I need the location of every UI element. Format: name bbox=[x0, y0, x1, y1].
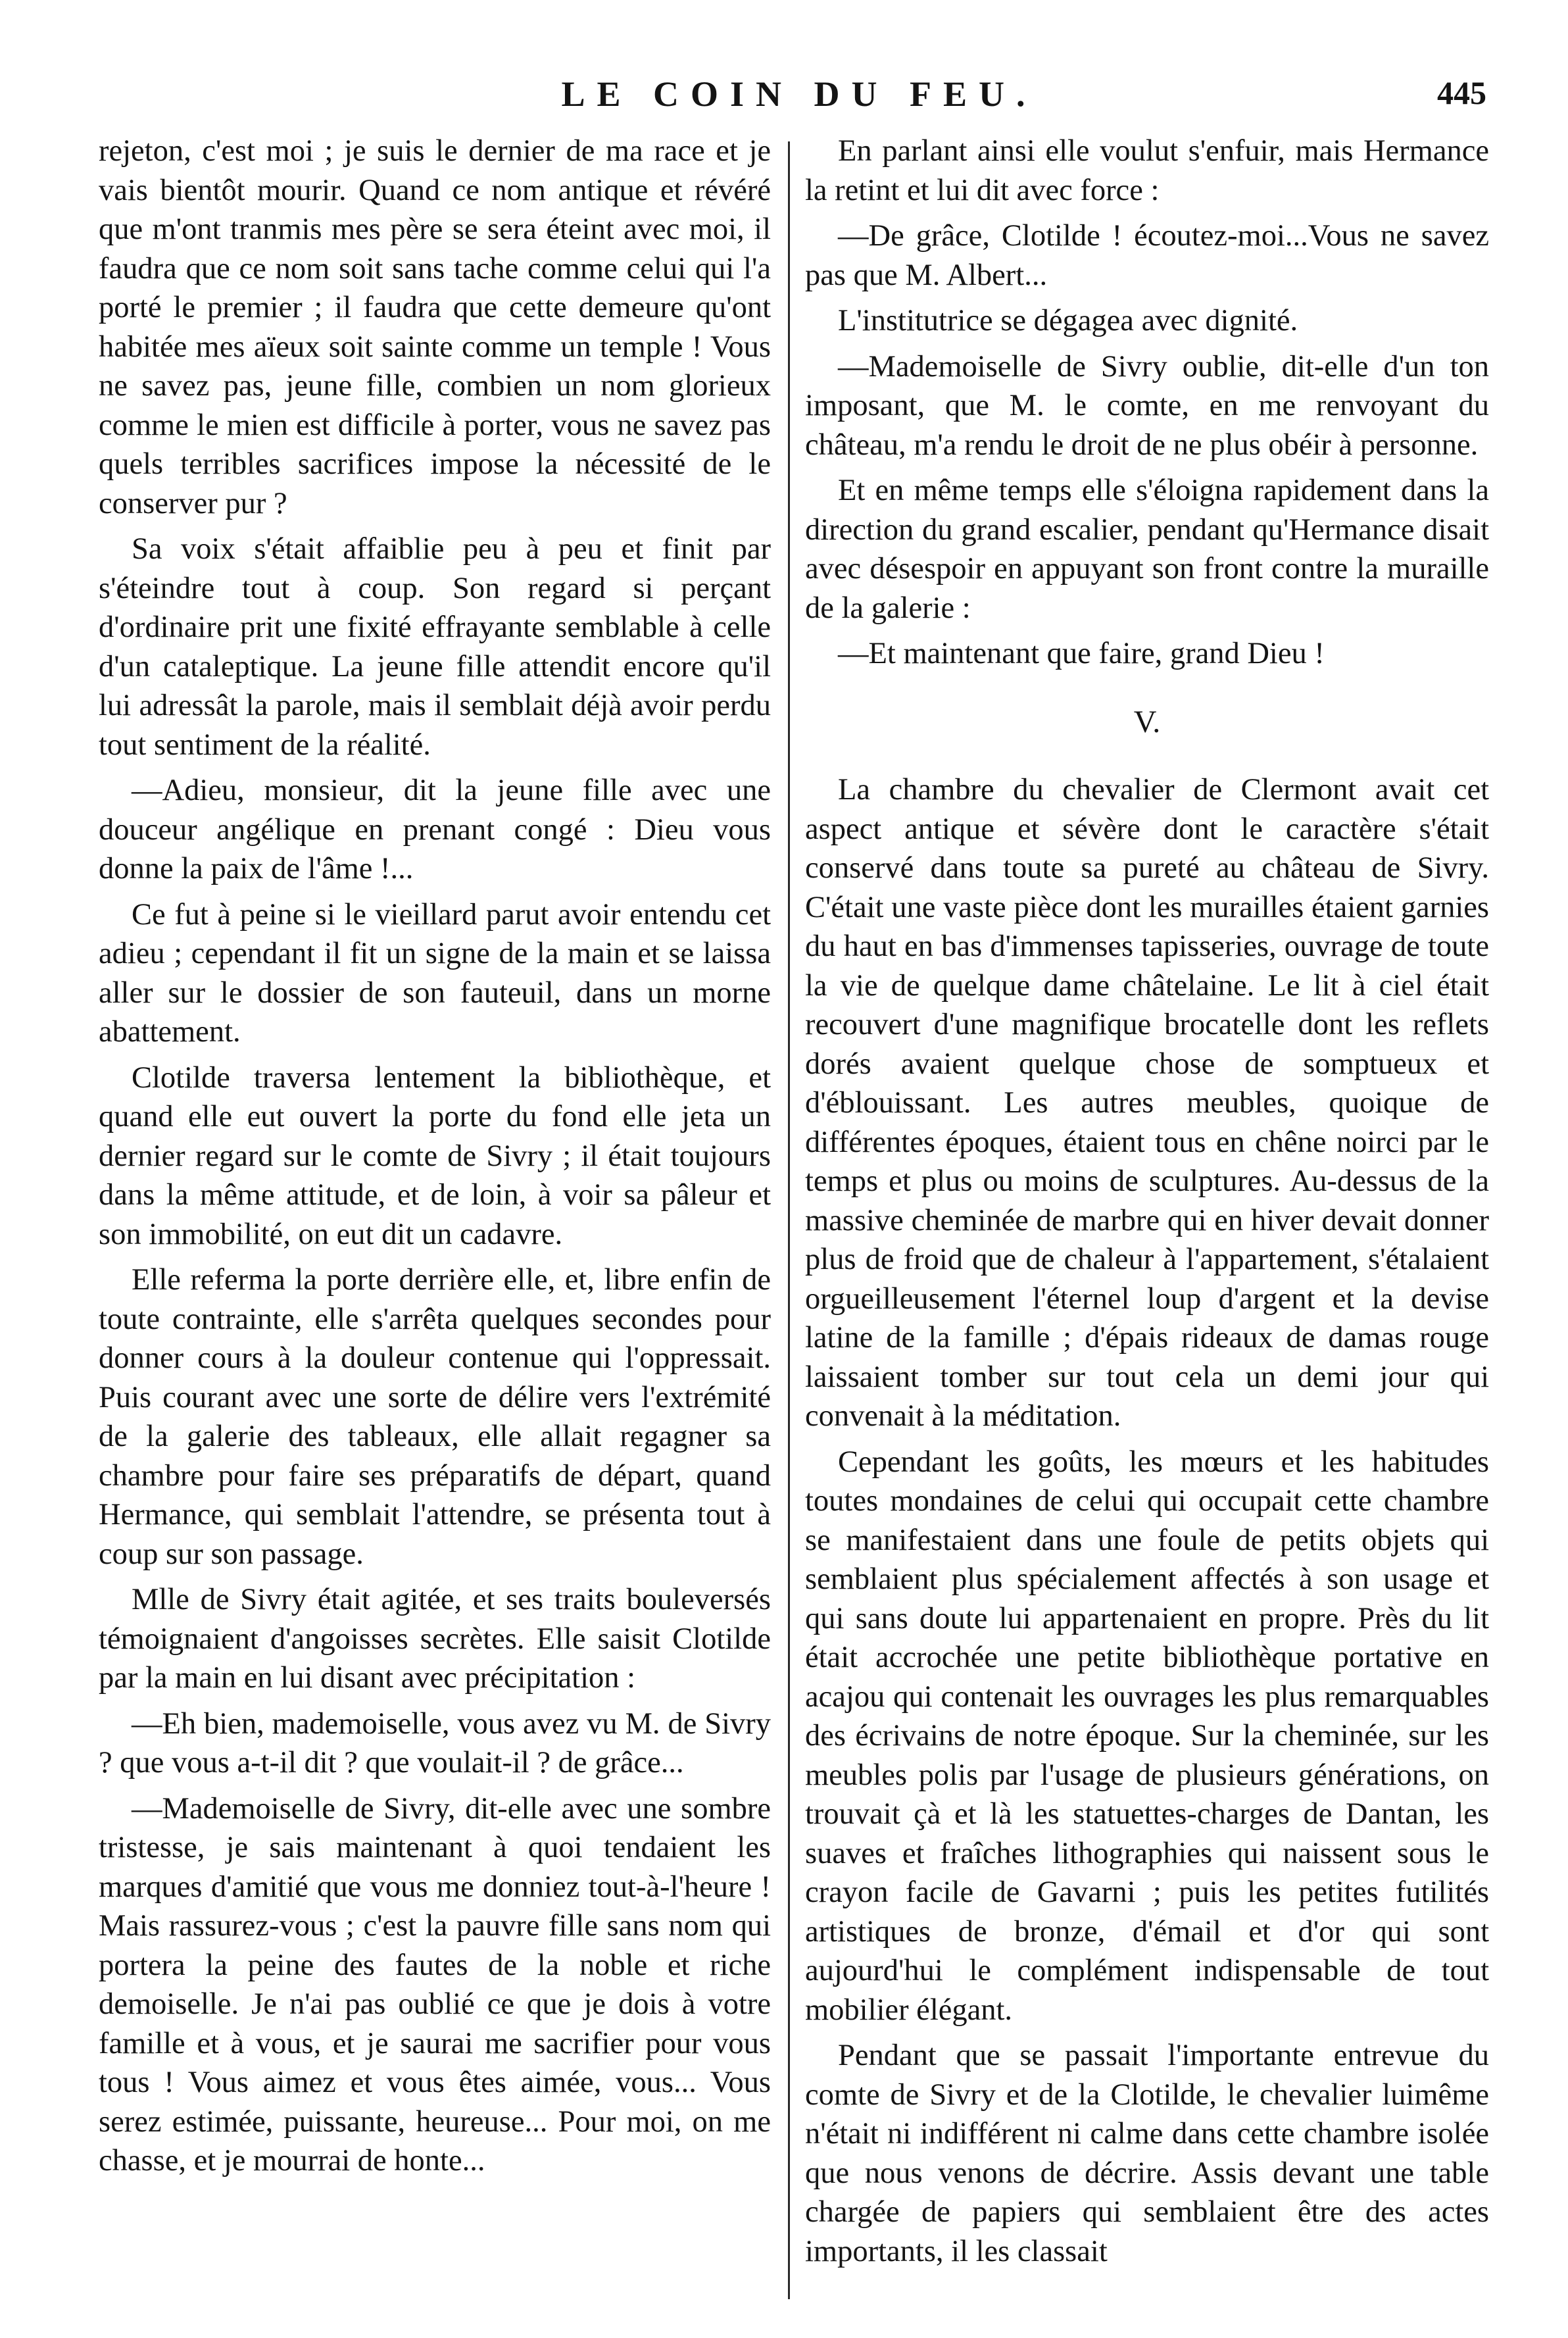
section-heading: V. bbox=[1133, 704, 1161, 739]
paragraph: Ce fut à peine si le vieillard parut avoir entendu cet adieu ; cependant il fit un signe de la main et se laissa aller sur le dossier de son fauteuil, dans un morne abattement. bbox=[99, 897, 771, 1049]
paragraph: L'institutrice se dégagea avec dignité. bbox=[838, 304, 1298, 337]
paragraph: —Eh bien, mademoiselle, vous avez vu M. de Sivry ? que vous a-t-il dit ? que voulait-il ? de grâce... bbox=[99, 1706, 771, 1779]
paragraph: —Adieu, monsieur, dit la jeune fille avec une douceur angélique en prenant congé : Dieu vous donne la paix de l'âme !... bbox=[99, 774, 771, 885]
paragraph: Pendant que se passait l'importante entrevue du comte de Sivry et de la Clotilde, le chevalier luimême n'était ni indifférent ni calme dans cette chambre isolée que nous venons de décrire. Assis devant une table chargée de papiers qui semblaient être des actes importants, il les classait bbox=[805, 2039, 1489, 2268]
paragraph: Elle referma la porte derrière elle, et, libre enfin de toute contrainte, elle s'arrêta quelques secondes pour donner cours à la douleur contenue qui l'oppressait. Puis courant avec une sorte de délire vers l'extrémité de la galerie des tableaux, elle allait regagner sa chambre pour faire ses préparatifs de départ, quand Hermance, qui semblait l'attendre, se présenta tout à coup sur son passage. bbox=[99, 1263, 771, 1571]
paragraph: En parlant ainsi elle voulut s'enfuir, mais Hermance la retint et lui dit avec force : bbox=[805, 134, 1489, 207]
paragraph: Cependant les goûts, les mœurs et les habitudes toutes mondaines de celui qui occupait cette chambre se manifestaient dans une foule de petits objets qui semblaient plus spécialement affectés à son usage et qui sans doute lui appartenaient en propre. Près du lit était accrochée une petite bibliothèque portative en acajou qui contenait les ouvrages les plus remarquables des écrivains de notre époque. Sur la cheminée, sur les meubles polis par l'usage de plusieurs générations, on trouvait çà et là les statuettes-charges de Dantan, les suaves et fraîches lithographies qui naissent sous le crayon facile de Gavarni ; puis les petites futilités artistiques de bronze, d'émail et d'or qui sont aujourd'hui le complément indispensable de tout mobilier élégant. bbox=[805, 1445, 1489, 2027]
right-column bbox=[805, 132, 1489, 2329]
paragraph: Mlle de Sivry était agitée, et ses traits bouleversés témoignaient d'angoisses secrètes. Elle saisit Clotilde par la main en lui disant avec précipitation : bbox=[99, 1583, 771, 1695]
page-header bbox=[99, 74, 1500, 126]
paragraph: La chambre du chevalier de Clermont avait cet aspect antique et sévère dont le caractère s'était conservé dans toute sa pureté au château de Sivry. C'était une vaste pièce dont les murailles étaient garnies du haut en bas d'immenses tapisseries, ouvrage de toute la vie de quelque dame châtelaine. Le lit à ciel était recouvert d'une magnifique brocatelle dont les reflets dorés avaient quelque chose de somptueux et d'éblouissant. Les autres meubles, quoique de différentes époques, étaient tous en chêne noirci par le temps et plus ou moins de sculptures. Au-dessus de la massive cheminée de marbre qui en hiver devait donner plus de froid que de chaleur à l'appartement, s'étalaient orgueilleusement l'éternel loup d'argent et la devise latine de la famille ; d'épais rideaux de damas rouge laissaient tomber sur tout cela un demi jour qui convenait à la méditation. bbox=[805, 773, 1489, 1433]
column-divider bbox=[788, 141, 790, 2299]
paragraph: —Et maintenant que faire, grand Dieu ! bbox=[838, 637, 1325, 670]
paragraph: Et en même temps elle s'éloigna rapidement dans la direction du grand escalier, pendant qu'Hermance disait avec désespoir en appuyant son front contre la muraille de la galerie : bbox=[805, 474, 1489, 625]
paragraph: —Mademoiselle de Sivry oublie, dit-elle d'un ton imposant, que M. le comte, en me renvoyant du château, m'a rendu le droit de ne plus obéir à personne. bbox=[805, 349, 1489, 462]
paragraph: Clotilde traversa lentement la bibliothèque, et quand elle eut ouvert la porte du fond elle jeta un dernier regard sur le comte de Sivry ; il était toujours dans la même attitude, et de loin, à voir sa pâleur et son immobilité, on eut dit un cadavre. bbox=[99, 1060, 771, 1251]
paragraph: —Mademoiselle de Sivry, dit-elle avec une sombre tristesse, je sais maintenant à quoi tendaient les marques d'amitié que vous me donniez tout-à-l'heure ! Mais rassurez-vous ; c'est la pauvre fille sans nom qui portera la peine des fautes de la noble et riche demoiselle. Je n'ai pas oublié ce que je dois à votre famille et à vous, et je saurai me sacrifier pour vous tous ! Vous aimez et vous êtes aimée, vous... Vous serez estimée, puissante, heureuse... Pour moi, on me chasse, et je mourrai de honte... bbox=[99, 1791, 771, 2177]
running-title: LE COIN DU FEU. bbox=[561, 74, 1037, 114]
left-column bbox=[99, 132, 771, 2329]
paragraph: Sa voix s'était affaiblie peu à peu et finit par s'éteindre tout à coup. Son regard si perçant d'ordinaire prit une fixité effrayante semblable à celle d'un cataleptique. La jeune fille attendit encore qu'il lui adressât la parole, mais il semblait déjà avoir perdu tout sentiment de la réalité. bbox=[99, 532, 771, 762]
paragraph: rejeton, c'est moi ; je suis le dernier de ma race et je vais bientôt mourir. Quand ce nom antique et révéré que m'ont tranmis mes père se sera éteint avec moi, il faudra que ce nom soit sans tache comme celui qui l'a porté le premier ; il faudra que cette demeure qu'ont habitée mes aïeux soit sainte comme un temple ! Vous ne savez pas, jeune fille, combien un nom glorieux comme le mien est difficile à porter, vous ne savez pas quels terribles sacrifices impose la nécessité de le conserver pur ? bbox=[99, 134, 771, 520]
paragraph: —De grâce, Clotilde ! écoutez-moi...Vous ne savez pas que M. Albert... bbox=[805, 219, 1489, 292]
page-number: 445 bbox=[1437, 74, 1486, 111]
